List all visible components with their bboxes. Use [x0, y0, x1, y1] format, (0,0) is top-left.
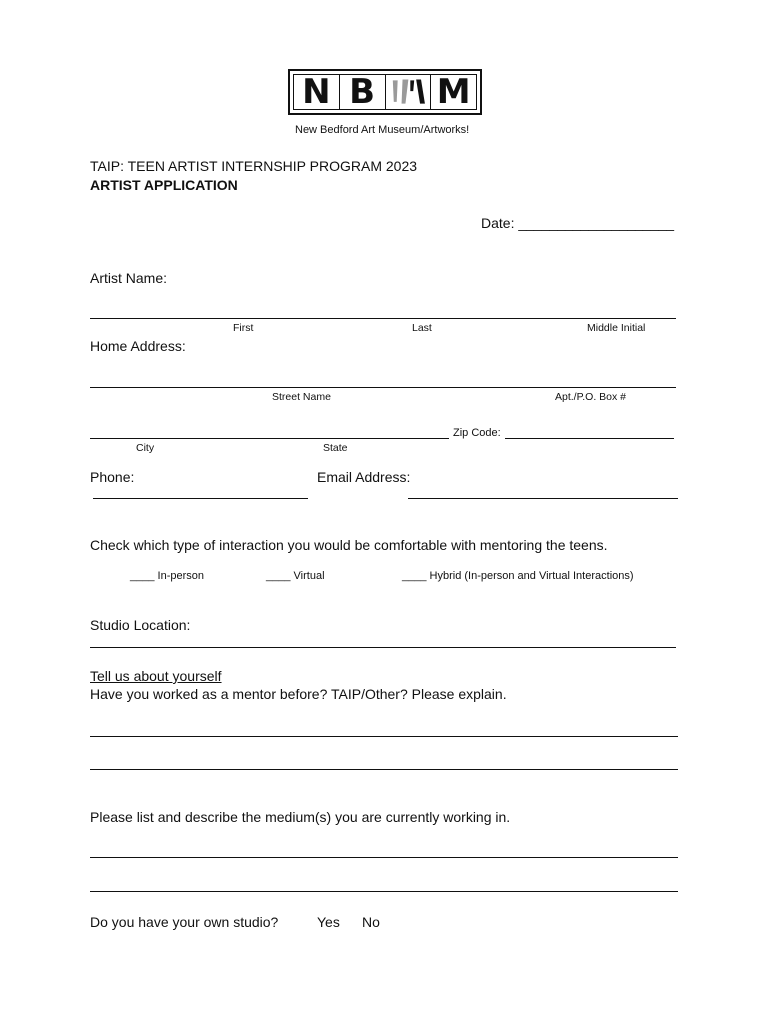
- studio-location-input-line[interactable]: [90, 647, 676, 648]
- program-title: TAIP: TEEN ARTIST INTERNSHIP PROGRAM 2023: [90, 158, 418, 174]
- logo-brush-strokes-icon: [386, 75, 432, 109]
- middle-initial-caption: Middle Initial: [587, 322, 646, 334]
- phone-input-line[interactable]: [93, 498, 308, 499]
- mentor-question: Have you worked as a mentor before? TAIP/Other? Please explain.: [90, 686, 507, 702]
- apt-box-caption: Apt./P.O. Box #: [555, 391, 627, 403]
- medium-answer-line-2[interactable]: [90, 891, 678, 892]
- email-input-line[interactable]: [408, 498, 678, 499]
- yes-option[interactable]: Yes: [317, 914, 340, 930]
- no-option[interactable]: No: [362, 914, 380, 930]
- city-state-input-line[interactable]: [90, 438, 449, 439]
- museum-name: New Bedford Art Museum/Artworks!: [295, 124, 470, 136]
- studio-location-label: Studio Location:: [90, 617, 191, 633]
- option-hybrid[interactable]: ____ Hybrid (In-person and Virtual Interactions): [402, 570, 634, 582]
- mentor-answer-line-2[interactable]: [90, 769, 678, 770]
- city-caption: City: [136, 442, 155, 454]
- museum-logo: [288, 69, 482, 115]
- artist-name-input-line[interactable]: [90, 318, 676, 319]
- zip-code-label: Zip Code:: [453, 427, 501, 439]
- medium-question: Please list and describe the medium(s) you are currently working in.: [90, 809, 511, 825]
- logo-letter-n: N: [294, 75, 340, 109]
- first-name-caption: First: [233, 322, 254, 334]
- logo-letter-b: B: [340, 75, 386, 109]
- last-name-caption: Last: [412, 322, 432, 334]
- zip-code-input-line[interactable]: [505, 438, 674, 439]
- state-caption: State: [323, 442, 348, 454]
- interaction-prompt: Check which type of interaction you would be comfortable with mentoring the teens.: [90, 537, 608, 553]
- phone-label: Phone:: [90, 469, 135, 485]
- application-title: ARTIST APPLICATION: [90, 177, 238, 193]
- mentor-answer-line-1[interactable]: [90, 736, 678, 737]
- street-input-line[interactable]: [90, 387, 676, 388]
- logo-letter-m: M: [436, 72, 471, 112]
- home-address-label: Home Address:: [90, 338, 186, 354]
- option-in-person[interactable]: ____ In-person: [130, 570, 204, 582]
- date-field[interactable]: Date: ____________________: [481, 215, 675, 231]
- email-label: Email Address:: [317, 469, 411, 485]
- street-name-caption: Street Name: [272, 391, 331, 403]
- medium-answer-line-1[interactable]: [90, 857, 678, 858]
- option-virtual[interactable]: ____ Virtual: [266, 570, 325, 582]
- about-section-heading: Tell us about yourself: [90, 668, 222, 684]
- own-studio-question: Do you have your own studio?: [90, 914, 279, 930]
- artist-name-label: Artist Name:: [90, 270, 168, 286]
